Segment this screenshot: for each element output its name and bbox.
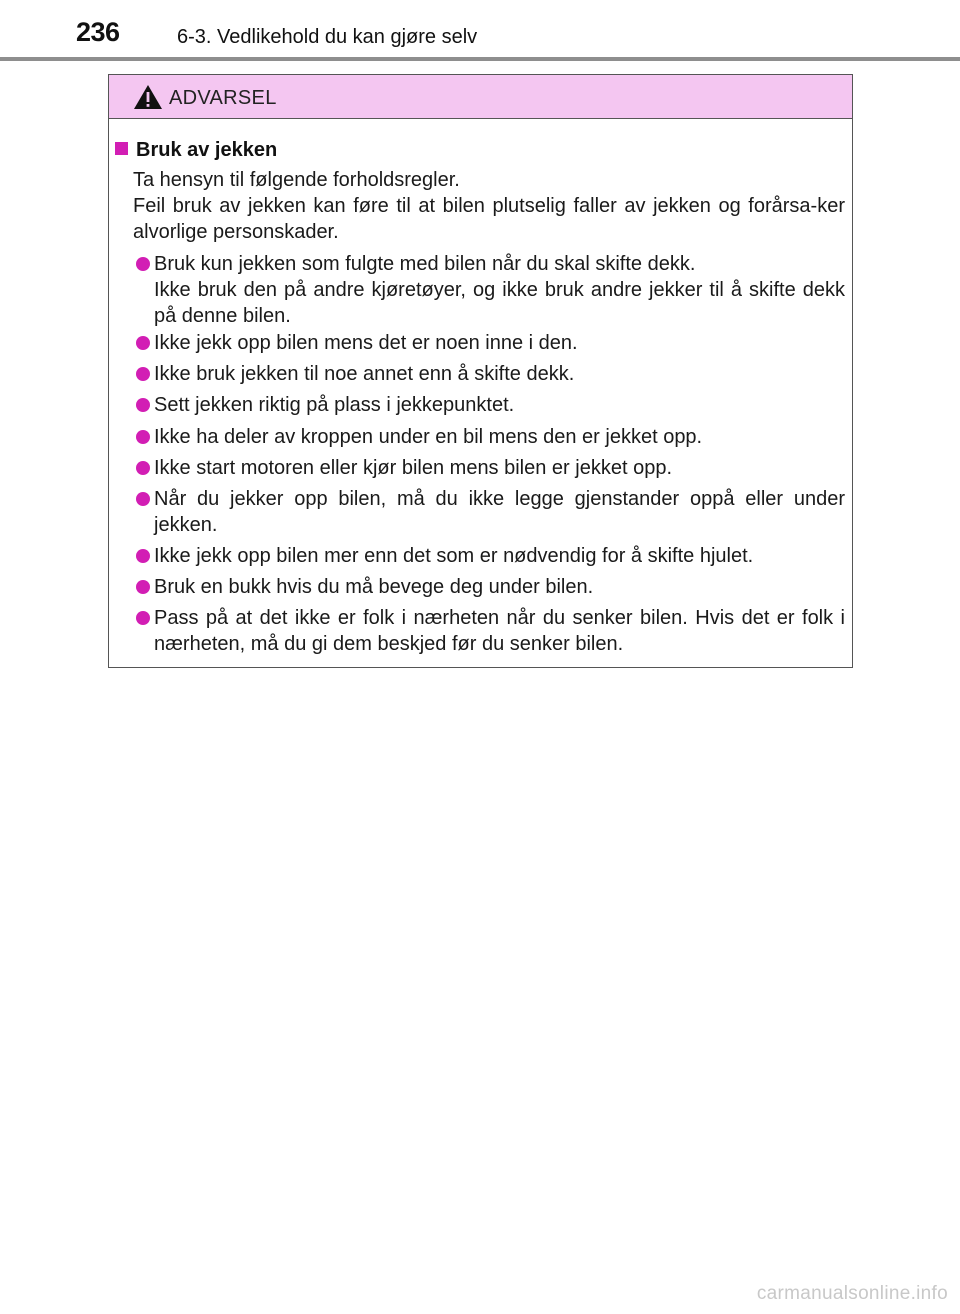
square-bullet-icon	[115, 142, 128, 155]
list-item-text: Ikke bruk jekken til noe annet enn å skifte dekk.	[154, 363, 575, 385]
footer-watermark: carmanualsonline.info	[756, 1283, 948, 1304]
bullet-dot-icon	[136, 398, 150, 412]
list-item-text: Ikke ha deler av kroppen under en bil mens den er jekket opp.	[154, 426, 703, 448]
bullet-dot-icon	[136, 430, 150, 444]
list-item-text: Ikke jekk opp bilen mer enn det som er nødvendig for å skifte hjulet.	[154, 545, 754, 567]
warning-triangle-icon	[133, 84, 163, 110]
bullet-dot-icon	[136, 611, 150, 625]
list-item	[133, 424, 845, 450]
section-title: 6-3. Vedlikehold du kan gjøre selv	[177, 26, 478, 48]
bullet-dot-icon	[136, 367, 150, 381]
list-item-text: Bruk en bukk hvis du må bevege deg under bilen.	[154, 576, 594, 598]
bullet-dot-icon	[136, 257, 150, 271]
list-item	[133, 361, 845, 387]
intro-paragraph: Feil bruk av jekken kan føre til at bilen plutselig faller av jekken og forårsa-ker alvorlige personskader.	[133, 195, 845, 243]
list-item	[133, 574, 845, 600]
list-item-subtext: Ikke bruk den på andre kjøretøyer, og ikke bruk andre jekker til å skifte dekk på denne bilen.	[154, 279, 845, 327]
list-item	[133, 330, 845, 356]
list-item	[133, 486, 845, 538]
warning-label: ADVARSEL	[169, 87, 277, 109]
list-item	[133, 605, 845, 657]
warning-box	[108, 74, 853, 668]
list-item	[133, 543, 845, 569]
bullet-dot-icon	[136, 336, 150, 350]
list-item-text: Når du jekker opp bilen, må du ikke legge gjenstander oppå eller under jekken.	[154, 488, 845, 536]
section-heading	[115, 139, 277, 162]
intro-text	[133, 167, 845, 245]
list-item	[133, 251, 845, 329]
list-item-text: Sett jekken riktig på plass i jekkepunktet.	[154, 394, 515, 416]
list-item-text: Pass på at det ikke er folk i nærheten når du senker bilen. Hvis det er folk i nærheten, må du gi dem beskjed før du senker bilen.	[154, 607, 845, 655]
list-item	[133, 392, 845, 418]
header-divider	[0, 57, 960, 61]
bullet-dot-icon	[136, 461, 150, 475]
list-item-text: Ikke jekk opp bilen mens det er noen inne i den.	[154, 332, 578, 354]
warning-header	[109, 75, 852, 119]
page-header	[0, 0, 960, 62]
intro-line: Ta hensyn til følgende forholdsregler.	[133, 169, 460, 191]
bullet-dot-icon	[136, 492, 150, 506]
bullet-dot-icon	[136, 549, 150, 563]
list-item-text: Ikke start motoren eller kjør bilen mens bilen er jekket opp.	[154, 457, 672, 479]
list-item-text: Bruk kun jekken som fulgte med bilen når du skal skifte dekk.	[154, 253, 696, 275]
list-item	[133, 455, 845, 481]
section-heading-text: Bruk av jekken	[136, 139, 278, 161]
page-number: 236	[76, 17, 120, 47]
bullet-dot-icon	[136, 580, 150, 594]
